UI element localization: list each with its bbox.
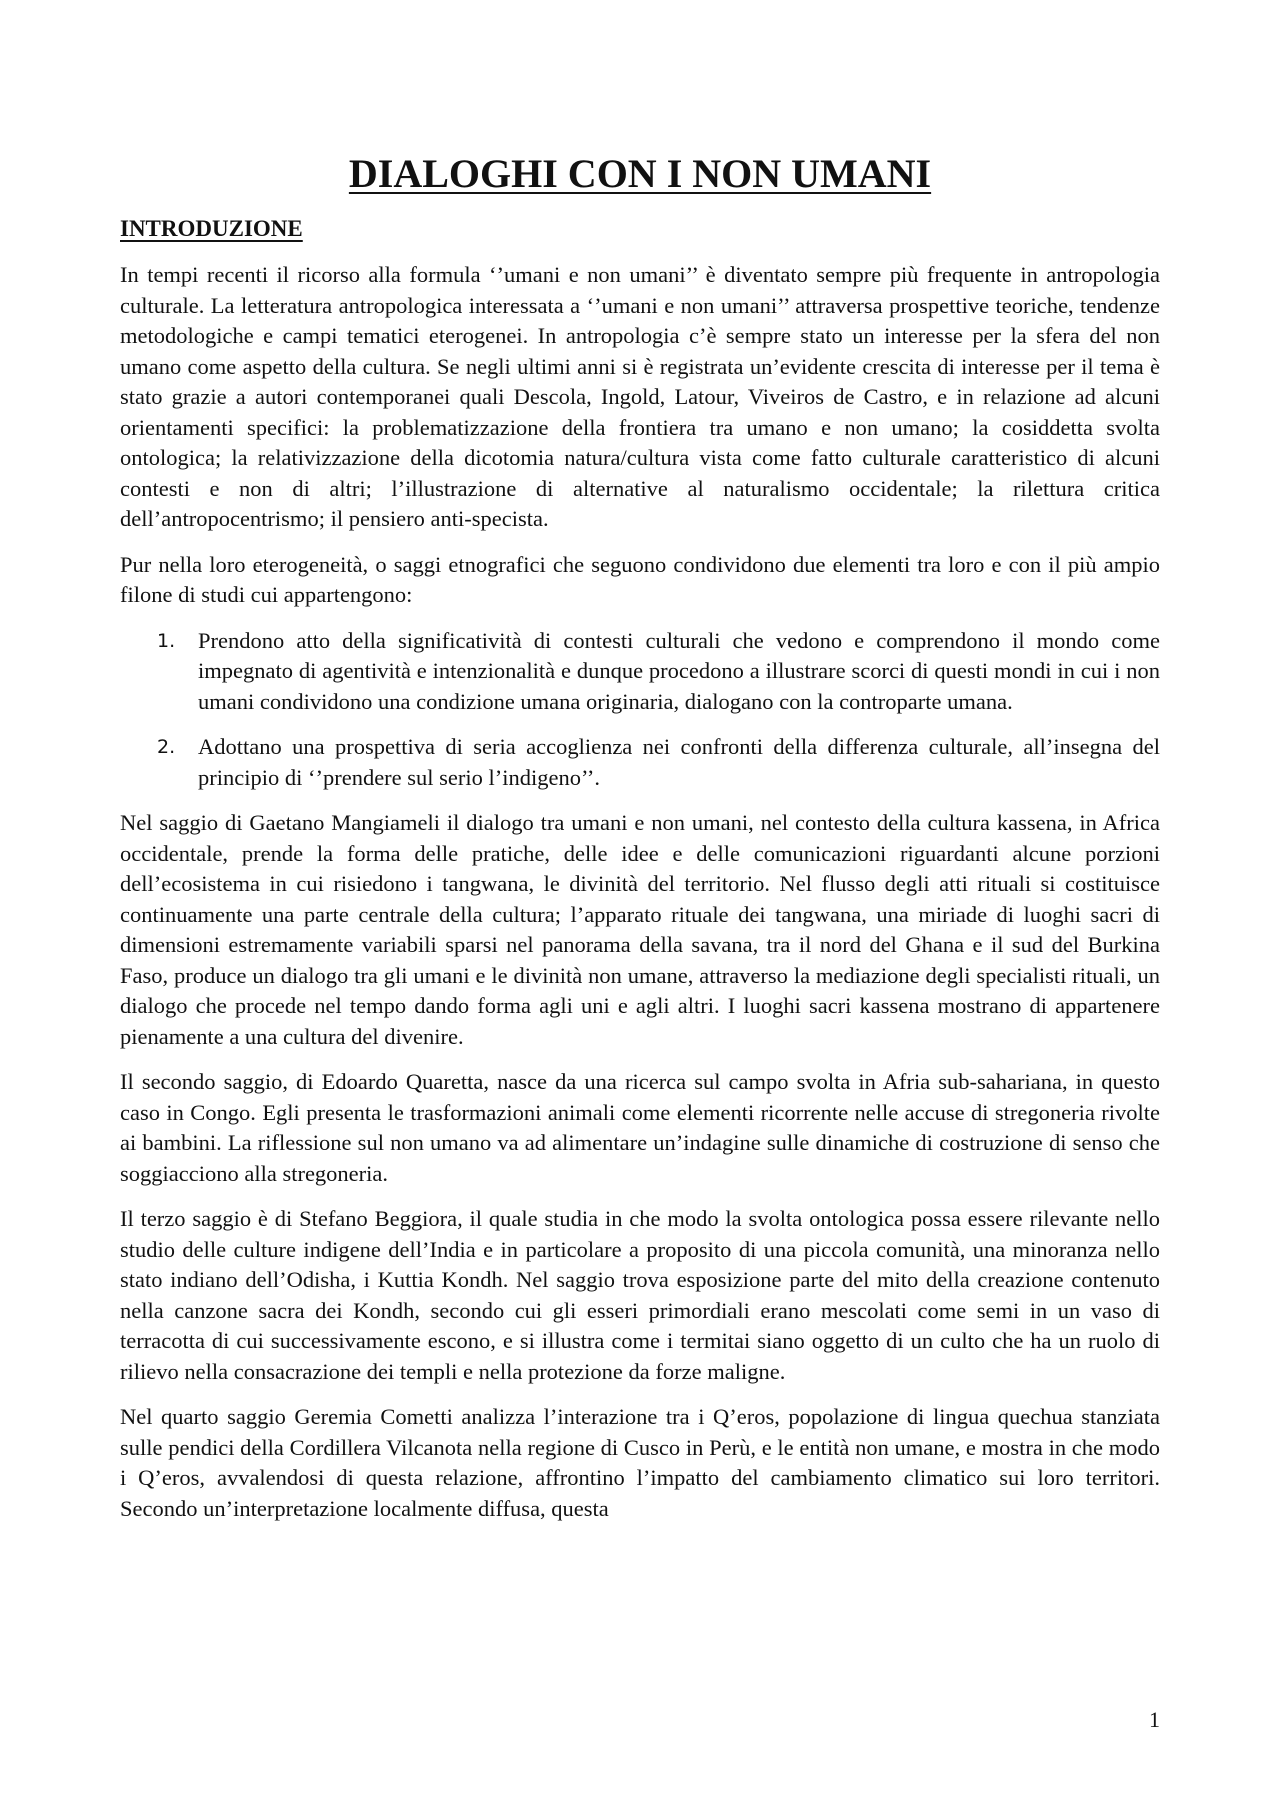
document-page — [120, 150, 1160, 1539]
section-heading-introduzione: INTRODUZIONE — [120, 216, 303, 241]
document-title: DIALOGHI CON I NON UMANI — [348, 151, 932, 196]
paragraph-list-lead: Pur nella loro eterogeneità, o saggi etnografici che seguono condividono due elementi tra loro e con il più ampio filone di studi cui appartengono: — [120, 551, 1160, 607]
list-item — [120, 626, 1160, 718]
list-item-text: Adottano una prospettiva di seria accoglienza nei confronti della differenza culturale, all’insegna del principio di ‘’prendere sul serio l’indigeno’’. — [198, 734, 1160, 790]
list-item-number: 1. — [157, 629, 176, 652]
paragraph-intro: In tempi recenti il ricorso alla formula ‘’umani e non umani’’ è diventato sempre più frequente in antropologia culturale. La letteratura antropologica interessata a ‘’umani e non umani’’ attraversa prospettive teoriche, tendenze metodologiche e campi tematici eterogenei. In antropologia c’è sempre stato un interesse per la sfera del non umano come aspetto della cultura. Se negli ultimi anni si è registrata un’evidente crescita di interesse per il tema è stato grazie a autori contemporanei quali Descola, Ingold, Latour, Viveiros de Castro, e in relazione ad alcuni orientamenti specifici: la problematizzazione della frontiera tra umano e non umano; la cosiddetta svolta ontologica; la relativizzazione della dicotomia natura/cultura vista come fatto culturale caratteristico di alcuni contesti e non di altri; l’illustrazione di alternative al naturalismo occidentale; la rilettura critica dell’antropocentrismo; il pensiero anti-specista. — [120, 262, 1160, 531]
paragraph-beggiora: Il terzo saggio è di Stefano Beggiora, il quale studia in che modo la svolta ontologica possa essere rilevante nello studio delle culture indigene dell’India e in particolare a proposito di una piccola comunità, una minoranza nello stato indiano dell’Odisha, i Kuttia Kondh. Nel saggio trova esposizione parte del mito della creazione contenuto nella canzone sacra dei Kondh, secondo cui gli esseri primordiali erano mescolati come semi in un vaso di terracotta di cui successivamente escono, e si illustra come i termitai siano oggetto di un culto che ha un ruolo di rilievo nella consacrazione dei templi e nella protezione da forze maligne. — [120, 1206, 1160, 1384]
list-item — [120, 732, 1160, 793]
paragraph-quaretta: Il secondo saggio, di Edoardo Quaretta, nasce da una ricerca sul campo svolta in Afria sub-sahariana, in questo caso in Congo. Egli presenta le trasformazioni animali come elementi ricorrente nelle accuse di stregoneria rivolte ai bambini. La riflessione sul non umano va ad alimentare un’indagine sulle dinamiche di costruzione di senso che soggiacciono alla stregoneria. — [120, 1069, 1160, 1186]
paragraph-mangiameli: Nel saggio di Gaetano Mangiameli il dialogo tra umani e non umani, nel contesto della cultura kassena, in Africa occidentale, prende la forma delle pratiche, delle idee e delle comunicazioni riguardanti alcune porzioni dell’ecosistema in cui risiedono i tangwana, le divinità del territorio. Nel flusso degli atti rituali si costituisce continuamente una parte centrale della cultura; l’apparato rituale dei tangwana, una miriade di luoghi sacri di dimensioni estremamente variabili sparsi nel panorama della savana, tra il nord del Ghana e il sud del Burkina Faso, produce un dialogo tra gli umani e le divinità non umane, attraverso la mediazione degli specialisti rituali, un dialogo che procede nel tempo dando forma agli uni e agli altri. I luoghi sacri kassena mostrano di appartenere pienamente a una cultura del divenire. — [120, 810, 1160, 1049]
paragraph-cometti: Nel quarto saggio Geremia Cometti analizza l’interazione tra i Q’eros, popolazione di lingua quechua stanziata sulle pendici della Cordillera Vilcanota nella regione di Cusco in Perù, e le entità non umane, e mostra in che modo i Q’eros, avvalendosi di questa relazione, affrontino l’impatto del cambiamento climatico sui loro territori. Secondo un’interpretazione localmente diffusa, questa — [120, 1404, 1160, 1521]
list-item-number: 2. — [157, 736, 176, 758]
page-number: 1 — [1149, 1707, 1160, 1732]
numbered-list — [120, 626, 1160, 794]
list-item-text: Prendono atto della significatività di contesti culturali che vedono e comprendono il mondo come impegnato di agentività e intenzionalità e dunque procedono a illustrare scorci di questi mondi in cui i non umani condividono una condizione umana originaria, dialogano con la controparte umana. — [198, 627, 1160, 714]
